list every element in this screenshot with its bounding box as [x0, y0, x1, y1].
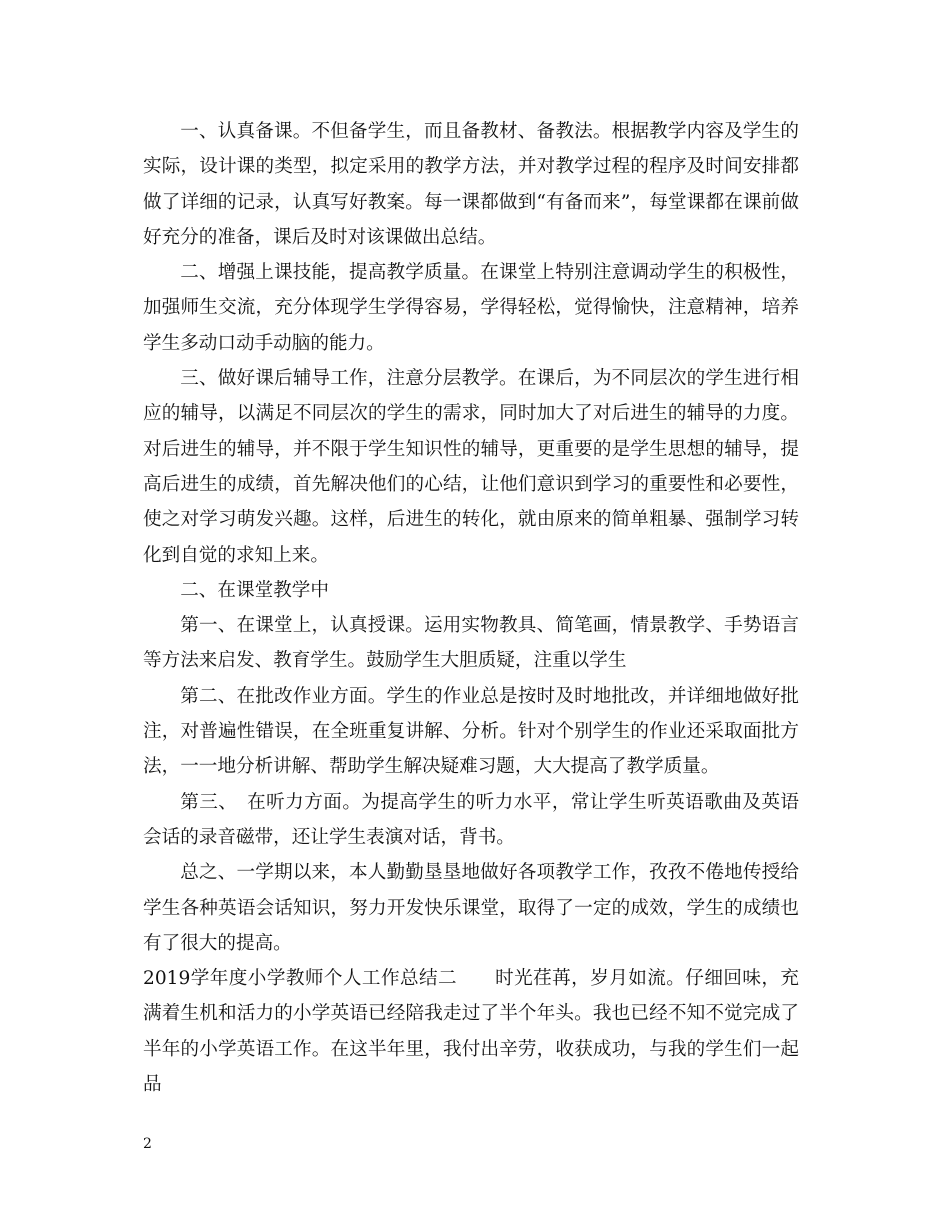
paragraph-second-homework: 第二、在批改作业方面。学生的作业总是按时及时地批改，并详细地做好批注，对普遍性错误，在全班重复讲解、分析。针对个别学生的作业还采取面批方法，一一地分析讲解、帮助学生解决疑难习题，大大提高了教学质量。 — [143, 685, 799, 778]
document-body — [143, 114, 799, 1102]
section-heading-classroom-teaching: 二、在课堂教学中 — [180, 579, 329, 601]
paragraph-summary: 总之、一学期以来，本人勤勤垦垦地做好各项教学工作，孜孜不倦地传授给学生各种英语会话知识，努力开发快乐课堂，取得了一定的成效，学生的成绩也有了很大的提高。 — [143, 862, 799, 954]
paragraph-first-in-class: 第一、在课堂上，认真授课。运用实物教具、简笔画，情景教学、手势语言等方法来启发、教育学生。鼓励学生大胆质疑，注重以学生 — [143, 615, 799, 672]
page-number: 2 — [143, 1136, 152, 1152]
paragraph-prep-lessons: 一、认真备课。不但备学生，而且备教材、备教法。根据教学内容及学生的实际，设计课的类型，拟定采用的教学方法，并对教学过程的程序及时间安排都做了详细的记录，认真写好教案。每一课都做到“有备而来”，每堂课都在课前做好充分的准备，课后及时对该课做出总结。 — [143, 121, 799, 248]
paragraph-second-summary-start: 2019学年度小学教师个人工作总结二 时光荏苒，岁月如流。仔细回味，充满着生机和活力的小学英语已经陪我走过了半个年头。我也已经不知不觉完成了半年的小学英语工作。在这半年里，我付出辛劳，收获成功，与我的学生们一起品 — [143, 968, 799, 1096]
paragraph-teaching-skills: 二、增强上课技能，提高教学质量。在课堂上特别注意调动学生的积极性，加强师生交流，充分体现学生学得容易，学得轻松，觉得愉快，注意精神，培养学生多动口动手动脑的能力。 — [143, 262, 799, 354]
paragraph-after-class-tutoring: 三、做好课后辅导工作，注意分层教学。在课后，为不同层次的学生进行相应的辅导，以满足不同层次的学生的需求，同时加大了对后进生的辅导的力度。对后进生的辅导，并不限于学生知识性的辅导，更重要的是学生思想的辅导，提高后进生的成绩，首先解决他们的心结，让他们意识到学习的重要性和必要性，使之对学习萌发兴趣。这样，后进生的转化，就由原来的简单粗暴、强制学习转化到自觉的求知上来。 — [143, 368, 799, 566]
paragraph-third-listening: 第三、 在听力方面。为提高学生的听力水平，常让学生听英语歌曲及英语会话的录音磁带，还让学生表演对话，背书。 — [143, 791, 799, 848]
